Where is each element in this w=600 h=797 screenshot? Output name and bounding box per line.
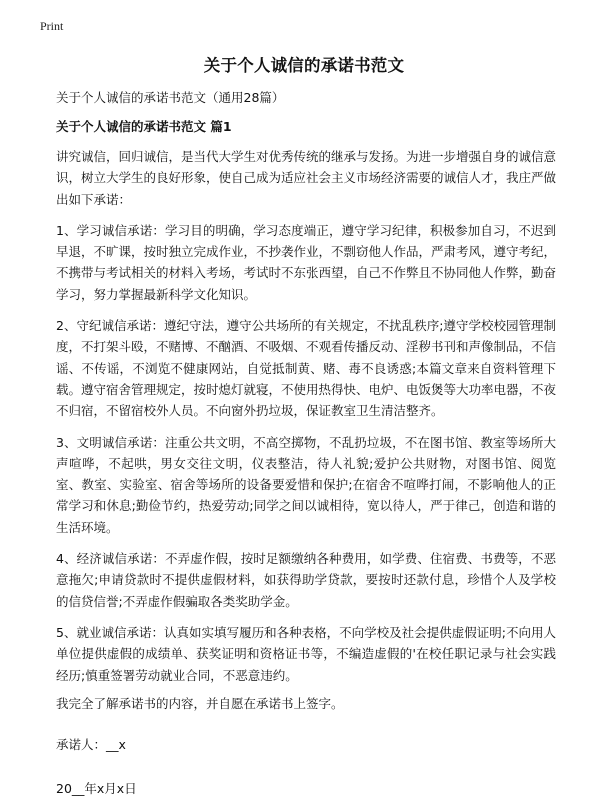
document-title: 关于个人诚信的承诺书范文 xyxy=(203,56,405,75)
closing-statement: 我完全了解承诺书的内容，并自愿在承诺书上签字。 xyxy=(56,695,344,711)
paragraph-economic-commitment: 4、经济诚信承诺：不弄虚作假，按时足额缴纳各种费用，如学费、住宿费、书费等，不恶意拖欠;申请贷款时不提供虚假材料，如获得助学贷款，要按时还款付息，珍惜个人及学校的信贷信誉;不弄虚作假骗取各类奖助学金。 xyxy=(56,551,556,609)
document-subtitle: 关于个人诚信的承诺书范文（通用28篇） xyxy=(56,90,285,105)
paragraph-employment-commitment: 5、就业诚信承诺：认真如实填写履历和各种表格，不向学校及社会提供虚假证明;不向用人单位提供虚假的成绩单、获奖证明和资格证书等，不编造虚假的'在校任职记录与社会实践经历;慎重签署劳动就业合同，不恶意违约。 xyxy=(56,624,556,683)
signer-line: 承诺人：__x xyxy=(56,736,126,752)
paragraph-discipline-commitment: 2、守纪诚信承诺：遵纪守法，遵守公共场所的有关规定，不扰乱秩序;遵守学校校园管理制度，不打架斗殴，不赌博、不酗酒、不吸烟、不观看传播反动、淫秽书刊和声像制品，不信谣、不传谣，不浏览不健康网站，自觉抵制黄、赌、毒不良诱惑;本篇文章来自资料管理下载。遵守宿舍管理规定，按时熄灯就寝，不使用热得快、电炉、电饭煲等大功率电器，不夜不归宿，不留宿校外人员。不向窗外扔垃圾，保证教室卫生清洁整齐。 xyxy=(56,318,557,419)
paragraph-study-commitment: 1、学习诚信承诺：学习目的明确，学习态度端正，遵守学习纪律，积极参加自习，不迟到早退，不旷课，按时独立完成作业，不抄袭作业，不剽窃他人作品，严肃考风，遵守考纪，不携带与考试相关的材料入考场，考试时不东张西望，自己不作弊且不协同他人作弊，勤奋学习，努力掌握最新科学文化知识。 xyxy=(56,222,557,302)
section-heading: 关于个人诚信的承诺书范文 篇1 xyxy=(56,119,232,134)
print-link[interactable]: Print xyxy=(40,19,64,33)
paragraph-intro: 讲究诚信，回归诚信，是当代大学生对优秀传统的继承与发扬。为进一步增强自身的诚信意识，树立大学生的良好形象，使自己成为适应社会主义市场经济需要的诚信人才，我庄严做出如下承诺： xyxy=(56,149,557,207)
document-page xyxy=(56,56,556,797)
paragraph-civility-commitment: 3、文明诚信承诺：注重公共文明，不高空掷物，不乱扔垃圾，不在图书馆、教室等场所大声喧哗，不起哄，男女交往文明，仪表整洁，待人礼貌;爱护公共财物，对图书馆、阅览室、教室、实验室、宿舍等场所的设备要爱惜和保护;在宿舍不喧哗打闹，不影响他人的正常学习和休息;勤俭节约，热爱劳动;同学之间以诚相待，宽以待人，严于律己，创造和谐的生活环境。 xyxy=(56,434,556,535)
date-line: 20__年x月x日 xyxy=(56,780,137,796)
